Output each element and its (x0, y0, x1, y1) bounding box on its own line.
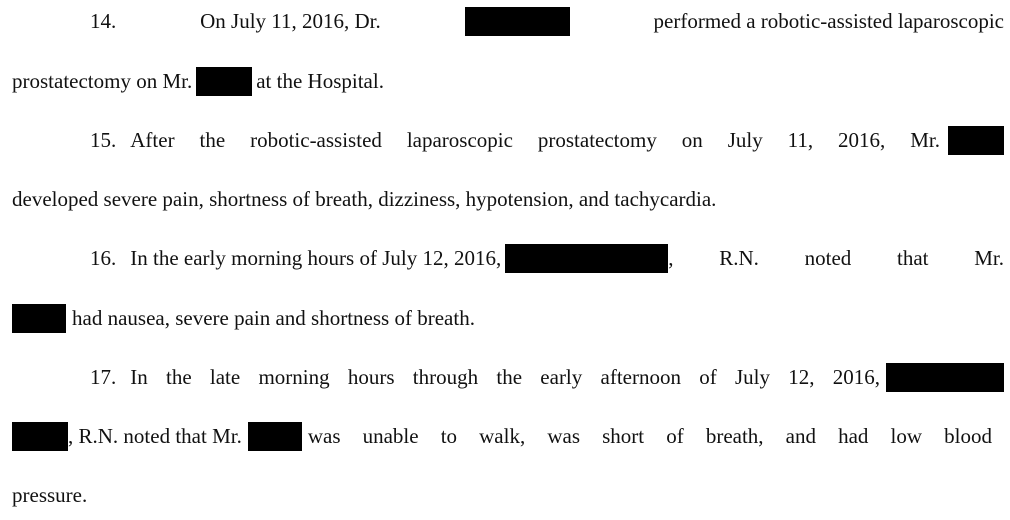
paragraph-17-text-b: , R.N. noted that Mr. (68, 424, 242, 448)
paragraph-14-text-b: performed a robotic-assisted laparoscopic (653, 9, 1004, 33)
paragraph-number-14: 14. (90, 9, 117, 33)
paragraph-15-line-2 (12, 184, 992, 214)
redaction-block (465, 7, 570, 36)
paragraph-number-16: 16. (90, 246, 117, 270)
paragraph-16-text-b: , R.N. noted that Mr. (668, 246, 1004, 270)
redaction-block (196, 67, 252, 96)
paragraph-17-line-3 (12, 480, 992, 510)
paragraph-14-text-a: On July 11, 2016, Dr. (200, 9, 381, 33)
paragraph-15-line-1 (12, 125, 1004, 155)
paragraph-14-text-c: prostatectomy on Mr. (12, 69, 193, 93)
paragraph-14-text-d: at the Hospital. (256, 69, 384, 93)
redaction-block (248, 422, 302, 451)
paragraph-15-text-a: After the robotic-assisted laparoscopic prostatectomy on July 11, 2016, Mr. (130, 128, 940, 152)
redaction-block (505, 244, 668, 273)
paragraph-15-text-b: developed severe pain, shortness of breath, dizziness, hypotension, and tachycardia. (12, 187, 717, 211)
paragraph-17-line-1 (12, 362, 1004, 392)
paragraph-16-line-2 (12, 303, 992, 333)
paragraph-17-text-d: pressure. (12, 483, 88, 507)
paragraph-14-line-1 (12, 6, 1004, 36)
paragraph-16-line-1 (12, 243, 1004, 273)
paragraph-17-text-a: In the late morning hours through the early afternoon of July 12, 2016, (130, 365, 880, 389)
paragraph-number-15: 15. (90, 128, 117, 152)
paragraph-16-text-a: In the early morning hours of July 12, 2016, (130, 246, 502, 270)
redaction-block (12, 304, 66, 333)
redaction-block (12, 422, 68, 451)
redaction-block (948, 126, 1004, 155)
paragraph-16-text-c: had nausea, severe pain and shortness of breath. (72, 306, 475, 330)
redaction-block (886, 363, 1004, 392)
paragraph-number-17: 17. (90, 365, 117, 389)
paragraph-17-line-2 (12, 421, 992, 451)
paragraph-14-line-2 (12, 66, 992, 96)
paragraph-17-text-c: was unable to walk, was short of breath, and had low blood (307, 424, 992, 448)
